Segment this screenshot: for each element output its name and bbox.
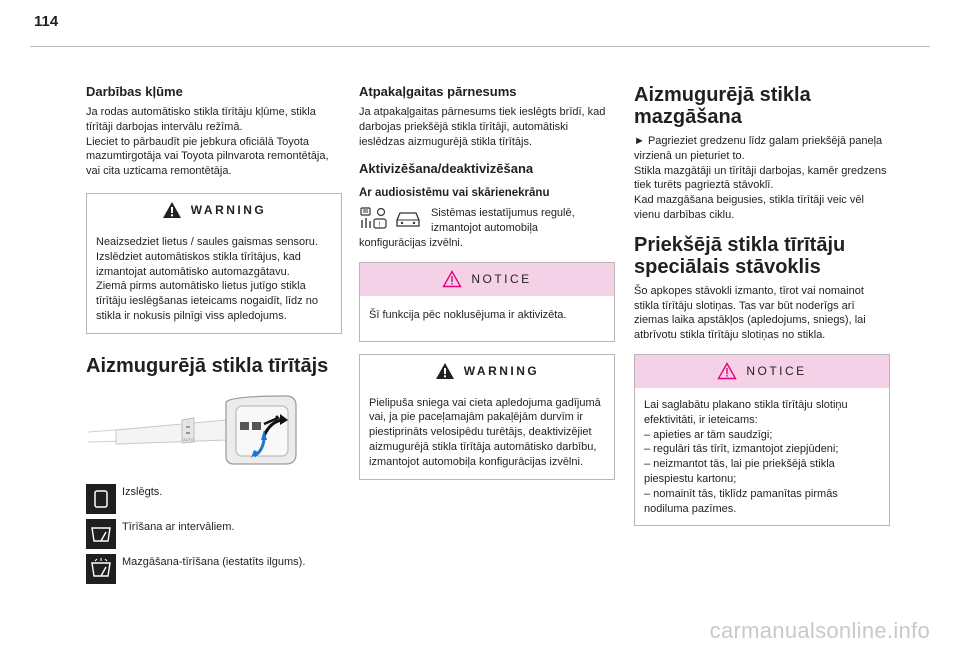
- section-title-reverse-gear: Atpakaļgaitas pārnesums: [359, 84, 517, 99]
- page-number: 114: [34, 13, 59, 30]
- warning-triangle-icon: [162, 201, 182, 219]
- legend-label-intermittent: Tīrīšana ar intervāliem.: [122, 520, 235, 533]
- malfunction-text: Ja rodas automātisko stikla tīrītāju kļūme, stikla tīrītāji darbojas intervālu režīmā. Lieciet to pārbaudīt pie jebkura oficiālā Toyota mazumtirgotāja vai Toyota pilnvarota remontētāja, vai cita uzticama remontētāja.: [86, 106, 329, 178]
- svg-text:~: ~: [187, 419, 190, 425]
- notice-triangle-icon: [717, 362, 737, 380]
- notice-header-2: [635, 355, 889, 388]
- warning-triangle-icon: [435, 362, 455, 380]
- subtitle-audio-touchscreen: Ar audiosistēmu vai skārienekrānu: [359, 187, 550, 200]
- special-position-text: Šo apkopes stāvokli izmanto, tīrot vai nomainot stikla tīrītāju slotiņas. Tas var būt noderīgs arī ziemas laika apstākļos (apledojums, sniegs), lai atbrīvotu stikla tīrītāju slotiņas no stikla.: [634, 284, 866, 342]
- notice-triangle-icon: [442, 270, 462, 288]
- notice-label-2: NOTICE: [746, 364, 807, 379]
- column-3: [634, 84, 890, 526]
- notice-header: [360, 263, 614, 296]
- notice-box-blades: [634, 354, 890, 526]
- notice-box-default: [359, 262, 615, 342]
- rear-wiper-intermittent-icon: [86, 519, 116, 549]
- rear-wash-text: ► Pagrieziet gredzenu līdz galam priekšējā paneļa virzienā un pieturiet to. Stikla mazgātāji un tīrītāji darbojas, kamēr gredzens tiek turēts pagrieztā stāvoklī. Kad mazgāšana beigusies, stikla tīrītāji veic vēl vienu darbības ciklu.: [634, 135, 887, 221]
- svg-text:!: !: [378, 221, 381, 229]
- warning-header: [87, 194, 341, 227]
- rear-wiper-legend: [86, 484, 342, 584]
- settings-menu-icon: [359, 206, 389, 230]
- warning-box-sensor: [86, 193, 342, 334]
- wiper-stalk-illustration: [86, 392, 300, 470]
- config-text-2: konfigurācijas izvēlni.: [359, 236, 463, 249]
- warning-text-2: Pielipuša sniega vai cieta apledojuma gadījumā vai, ja pie paceļamajām pakaļējām durvīm ir piestiprināts velosipēdu turētājs, deaktivizējiet aizmugurējā stikla tīrītāja automātisko darbību, izmantojot automobiļa konfigurācijas izvēlni.: [369, 396, 601, 468]
- section-title-rear-wiper: Aizmugurējā stikla tīrītājs: [86, 354, 329, 377]
- rear-wash-wipe-icon: [86, 554, 116, 584]
- car-settings-icon: [393, 206, 423, 230]
- notice-label: NOTICE: [471, 272, 532, 287]
- rear-wiper-off-icon: [86, 484, 116, 514]
- config-text-1: Sistēmas iestatījumus regulē, izmantojot automobiļa: [431, 207, 575, 235]
- section-title-rear-wash: Aizmugurējā stikla mazgāšana: [634, 84, 811, 128]
- warning-label: WARNING: [190, 203, 267, 218]
- column-1: [86, 84, 342, 587]
- legend-label-wash-wipe: Mazgāšana-tīrīšana (iestatīts ilgums).: [122, 555, 306, 568]
- warning-header-2: [360, 355, 614, 388]
- legend-item-off: [86, 484, 342, 514]
- legend-item-intermittent: [86, 519, 342, 549]
- warning-label-2: WARNING: [463, 364, 540, 379]
- notice-text: Šī funkcija pēc noklusējuma ir aktivizēta.: [369, 308, 567, 321]
- section-title-activation: Aktivizēšana/deaktivizēšana: [359, 161, 534, 177]
- header-divider: [30, 46, 930, 47]
- notice-text-2: Lai saglabātu plakano stikla tīrītāju slotiņu efektivitāti, ir ieteicams: – apieties ar tām saudzīgi; – regulāri tās tīrīt, izmantojot ziepjūdeni; – neizmantot tās, lai pie priekšējā stikla piespiestu kartonu; – nomainīt tās, tiklīdz pamanītas pirmās nodiluma pazīmes.: [644, 398, 848, 515]
- legend-item-wash-wipe: [86, 554, 342, 584]
- reverse-gear-text: Ja atpakaļgaitas pārnesums tiek ieslēgts brīdī, kad darbojas priekšējā stikla tīrītāji, automātiski ieslēdzas aizmugurējā stikla tīrītājs.: [359, 106, 606, 148]
- column-2: [359, 84, 615, 480]
- section-title-special-position: Priekšējā stikla tīrītāju speciālais stāvoklis: [634, 233, 846, 278]
- watermark: carmanualsonline.info: [709, 618, 930, 643]
- section-title-malfunction: Darbības kļūme: [86, 84, 183, 99]
- warning-text: Neaizsedziet lietus / saules gaismas sensoru. Izslēdziet automātiskos stikla tīrītājus, kad izmantojat automātisko automazgātavu. Ziemā pirms automātisko lietus jutīgo stikla tīrītāju ieslēgšanas ieteicams nogaidīt, līdz no stikla ir nokusis pilnīgi viss apledojums.: [96, 235, 318, 322]
- config-row: [359, 206, 615, 236]
- legend-label-off: Izslēgts.: [122, 485, 163, 498]
- svg-text:AUTO: AUTO: [183, 436, 195, 442]
- warning-box-snow: [359, 354, 615, 480]
